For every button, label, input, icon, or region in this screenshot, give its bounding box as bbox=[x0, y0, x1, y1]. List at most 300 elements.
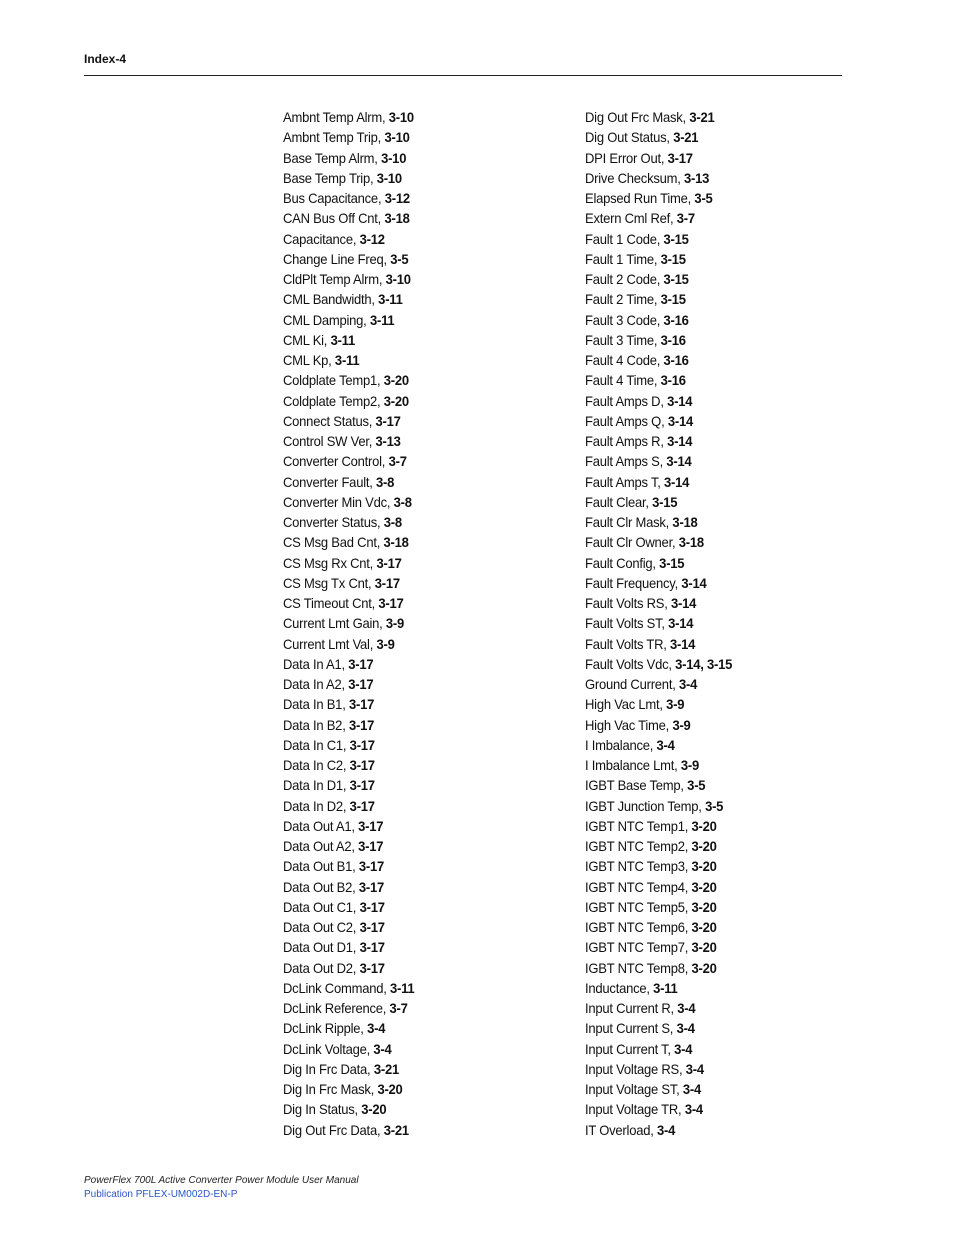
index-page-ref: 3-17 bbox=[348, 655, 374, 672]
index-entry bbox=[283, 937, 562, 957]
index-entry bbox=[283, 148, 562, 168]
index-term: Fault 3 Code, bbox=[585, 311, 664, 328]
index-page-ref: 3-10 bbox=[381, 149, 407, 166]
index-entry bbox=[585, 229, 864, 249]
index-page-ref: 3-14 bbox=[670, 635, 696, 652]
index-column-left bbox=[283, 107, 583, 1140]
index-term: Data In D1, bbox=[283, 777, 350, 794]
footer-publication-link[interactable]: Publication PFLEX-UM002D-EN-P bbox=[84, 1189, 238, 1200]
index-entry bbox=[283, 350, 562, 370]
index-page-ref: 3-20 bbox=[383, 392, 409, 409]
index-entry bbox=[585, 937, 864, 957]
index-term: DcLink Command, bbox=[283, 979, 390, 996]
index-page-ref: 3-4 bbox=[682, 1081, 702, 1097]
index-entry bbox=[585, 391, 864, 411]
index-term: Fault Amps Q, bbox=[585, 412, 668, 429]
index-entry bbox=[585, 1059, 864, 1079]
index-term: Data In A2, bbox=[283, 676, 349, 692]
index-term: Data Out C2, bbox=[283, 919, 360, 935]
index-entry bbox=[283, 775, 562, 795]
index-page-ref: 3-18 bbox=[384, 210, 410, 227]
index-entry bbox=[283, 1039, 562, 1059]
index-page-ref: 3-20 bbox=[361, 1101, 387, 1118]
index-term: IGBT NTC Temp3, bbox=[585, 858, 692, 875]
index-term: Input Current R, bbox=[585, 1000, 678, 1016]
index-page-ref: 3-9 bbox=[385, 615, 405, 632]
index-term: Dig In Status, bbox=[283, 1101, 362, 1118]
index-term: Converter Status, bbox=[283, 514, 384, 530]
index-page-ref: 3-17 bbox=[349, 757, 375, 773]
index-term: CS Msg Tx Cnt, bbox=[283, 574, 375, 591]
index-term: Base Temp Alrm, bbox=[283, 149, 382, 166]
index-term: CML Bandwidth, bbox=[283, 291, 379, 308]
index-page-ref: 3-16 bbox=[660, 372, 686, 389]
index-page-ref: 3-20 bbox=[691, 919, 717, 935]
index-entry bbox=[585, 775, 864, 795]
index-term: DcLink Voltage, bbox=[283, 1040, 374, 1057]
index-page-ref: 3-20 bbox=[691, 858, 717, 875]
index-term: Fault 4 Code, bbox=[585, 352, 664, 368]
index-page-ref: 3-17 bbox=[359, 919, 385, 935]
index-entry bbox=[585, 654, 864, 674]
index-term: Dig Out Frc Data, bbox=[283, 1121, 384, 1138]
index-term: IGBT NTC Temp2, bbox=[585, 838, 692, 854]
index-entry bbox=[283, 856, 562, 876]
index-entry bbox=[585, 1079, 864, 1099]
index-term: I Imbalance, bbox=[585, 736, 657, 753]
index-term: Fault Volts RS, bbox=[585, 595, 672, 611]
index-page-ref: 3-11 bbox=[389, 979, 415, 996]
index-term: DPI Error Out, bbox=[585, 149, 668, 166]
index-entry bbox=[585, 897, 864, 917]
index-entry bbox=[585, 553, 864, 573]
index-entry bbox=[283, 411, 562, 431]
index-entry bbox=[585, 512, 864, 532]
index-page-ref: 3-11 bbox=[330, 331, 355, 348]
index-page-ref: 3-20 bbox=[377, 1081, 403, 1097]
page-header-label: Index-4 bbox=[84, 52, 127, 66]
index-term: CS Msg Bad Cnt, bbox=[283, 534, 384, 551]
index-entry bbox=[283, 472, 562, 492]
index-page-ref: 3-9 bbox=[680, 757, 700, 773]
index-page-ref: 3-17 bbox=[359, 898, 385, 915]
index-page-ref: 3-17 bbox=[358, 878, 385, 895]
index-entry bbox=[283, 229, 562, 249]
index-term: Input Current T, bbox=[585, 1040, 675, 1057]
index-entry bbox=[585, 593, 864, 613]
index-term: Fault Clr Mask, bbox=[585, 514, 673, 530]
index-term: Coldplate Temp1, bbox=[283, 372, 384, 389]
index-page-ref: 3-12 bbox=[359, 230, 385, 247]
index-entry bbox=[283, 310, 562, 330]
index-term: Input Voltage ST, bbox=[585, 1081, 683, 1097]
index-entry bbox=[283, 755, 562, 775]
index-page-ref: 3-11 bbox=[378, 291, 403, 308]
index-page-ref: 3-15 bbox=[652, 493, 678, 510]
index-page-ref: 3-10 bbox=[376, 169, 402, 186]
index-page-ref: 3-16 bbox=[660, 331, 686, 348]
index-term: Fault Config, bbox=[585, 554, 660, 571]
index-term: Input Current S, bbox=[585, 1020, 677, 1037]
index-entry bbox=[283, 796, 562, 816]
index-entry bbox=[283, 958, 562, 978]
index-page-ref: 3-5 bbox=[687, 777, 706, 794]
index-page-ref: 3-5 bbox=[390, 250, 409, 267]
index-page-ref: 3-17 bbox=[667, 149, 693, 166]
index-term: CS Msg Rx Cnt, bbox=[283, 554, 377, 571]
index-entry bbox=[585, 856, 864, 876]
index-entry bbox=[585, 694, 864, 714]
index-term: Converter Control, bbox=[283, 453, 389, 470]
index-term: Control SW Ver, bbox=[283, 433, 376, 449]
index-term: Fault Volts Vdc, bbox=[585, 655, 676, 672]
index-entry bbox=[585, 451, 864, 471]
index-term: Fault Clear, bbox=[585, 493, 653, 510]
index-term: Fault Amps T, bbox=[585, 473, 665, 490]
index-page-ref: 3-17 bbox=[349, 736, 375, 753]
index-page-ref: 3-21 bbox=[373, 1060, 399, 1077]
index-entry bbox=[585, 573, 864, 593]
index-entry bbox=[585, 998, 864, 1018]
index-term: Dig Out Status, bbox=[585, 129, 674, 146]
index-page-ref: 3-14 bbox=[664, 473, 690, 490]
index-entry bbox=[585, 796, 864, 816]
index-entry bbox=[585, 674, 864, 694]
index-entry bbox=[283, 168, 562, 188]
index-entry bbox=[585, 836, 864, 856]
index-term: Current Lmt Gain, bbox=[283, 615, 386, 632]
index-page-ref: 3-4 bbox=[684, 1101, 703, 1118]
index-entry bbox=[283, 431, 562, 451]
index-term: Dig In Frc Mask, bbox=[283, 1081, 378, 1097]
index-entry bbox=[585, 472, 864, 492]
index-page-ref: 3-4 bbox=[367, 1020, 386, 1037]
index-entry bbox=[585, 958, 864, 978]
index-term: Data Out D1, bbox=[283, 939, 360, 956]
index-entry bbox=[283, 694, 562, 714]
index-entry bbox=[283, 127, 562, 147]
index-term: Fault 2 Time, bbox=[585, 291, 661, 308]
index-page-ref: 3-20 bbox=[691, 898, 717, 915]
index-page-ref: 3-17 bbox=[378, 595, 404, 611]
index-page-ref: 3-4 bbox=[674, 1040, 693, 1057]
index-entry bbox=[585, 613, 864, 633]
index-term: Data Out B1, bbox=[283, 858, 359, 875]
index-page-ref: 3-21 bbox=[689, 109, 715, 125]
index-entry bbox=[585, 735, 864, 755]
index-page-ref: 3-18 bbox=[672, 514, 698, 530]
index-page-ref: 3-15 bbox=[663, 271, 689, 287]
index-page-ref: 3-7 bbox=[676, 210, 695, 227]
index-page-ref: 3-16 bbox=[663, 311, 689, 328]
index-term: CldPlt Temp Alrm, bbox=[283, 271, 386, 287]
index-page-ref: 3-5 bbox=[705, 797, 724, 814]
index-term: IGBT NTC Temp4, bbox=[585, 878, 692, 895]
index-page-ref: 3-11 bbox=[334, 352, 360, 368]
index-term: Fault Amps D, bbox=[585, 392, 668, 409]
index-term: Ambnt Temp Trip, bbox=[283, 129, 385, 146]
index-term: Converter Min Vdc, bbox=[283, 493, 394, 510]
index-entry bbox=[585, 310, 864, 330]
index-page-ref: 3-17 bbox=[358, 817, 384, 834]
index-entry bbox=[585, 1039, 864, 1059]
index-page-ref: 3-14, 3-15 bbox=[675, 655, 733, 672]
index-term: Fault Amps S, bbox=[585, 453, 667, 470]
index-term: CAN Bus Off Cnt, bbox=[283, 210, 385, 227]
index-page-ref: 3-13 bbox=[375, 433, 401, 449]
index-entry bbox=[283, 1079, 562, 1099]
index-entry bbox=[585, 289, 864, 309]
index-entry bbox=[585, 1099, 864, 1119]
index-entry bbox=[283, 532, 562, 552]
index-entry bbox=[283, 715, 562, 735]
index-term: Fault Frequency, bbox=[585, 574, 682, 591]
index-entry bbox=[585, 634, 864, 654]
index-entry bbox=[585, 168, 864, 188]
index-entry bbox=[585, 127, 864, 147]
index-page-ref: 3-17 bbox=[358, 838, 384, 854]
index-term: DcLink Ripple, bbox=[283, 1020, 368, 1037]
index-entry bbox=[283, 816, 562, 836]
index-entry bbox=[283, 269, 562, 289]
index-entry bbox=[283, 917, 562, 937]
index-entry bbox=[283, 330, 562, 350]
index-term: Input Voltage TR, bbox=[585, 1101, 685, 1118]
index-entry bbox=[585, 1018, 864, 1038]
index-entry bbox=[283, 613, 562, 633]
index-term: Base Temp Trip, bbox=[283, 169, 377, 186]
index-entry bbox=[283, 573, 562, 593]
index-column-right bbox=[585, 107, 885, 1140]
index-term: Fault Clr Owner, bbox=[585, 534, 679, 551]
index-page-ref: 3-11 bbox=[653, 979, 678, 996]
index-term: High Vac Lmt, bbox=[585, 696, 667, 713]
index-page-ref: 3-20 bbox=[691, 939, 717, 956]
index-entry bbox=[585, 188, 864, 208]
index-page-ref: 3-17 bbox=[359, 959, 385, 976]
index-entry bbox=[585, 816, 864, 836]
index-page-ref: 3-8 bbox=[383, 514, 402, 530]
index-term: Elapsed Run Time, bbox=[585, 190, 695, 206]
index-term: Fault 3 Time, bbox=[585, 331, 661, 348]
index-entry bbox=[585, 917, 864, 937]
index-entry bbox=[585, 370, 864, 390]
index-page-ref: 3-21 bbox=[383, 1121, 409, 1138]
index-page-ref: 3-7 bbox=[389, 1000, 408, 1016]
index-term: Data Out A1, bbox=[283, 817, 359, 834]
index-term: IGBT NTC Temp6, bbox=[585, 919, 692, 935]
index-term: Data In A1, bbox=[283, 655, 349, 672]
index-page-ref: 3-17 bbox=[349, 797, 375, 814]
index-term: IGBT NTC Temp1, bbox=[585, 817, 692, 834]
index-term: Fault 1 Time, bbox=[585, 250, 661, 267]
index-entry bbox=[283, 836, 562, 856]
index-term: CML Damping, bbox=[283, 311, 370, 328]
index-term: IGBT NTC Temp7, bbox=[585, 939, 692, 956]
index-term: Fault Volts ST, bbox=[585, 615, 669, 632]
index-page-ref: 3-20 bbox=[691, 838, 717, 854]
index-entry bbox=[283, 188, 562, 208]
index-entry bbox=[283, 978, 562, 998]
index-page-ref: 3-4 bbox=[373, 1040, 392, 1057]
index-term: Ambnt Temp Alrm, bbox=[283, 109, 389, 125]
index-entry bbox=[283, 1018, 562, 1038]
index-entry bbox=[283, 897, 562, 917]
index-page-ref: 3-17 bbox=[348, 716, 375, 733]
index-page-ref: 3-10 bbox=[384, 129, 410, 146]
index-page-ref: 3-20 bbox=[383, 372, 409, 389]
index-page-ref: 3-15 bbox=[659, 554, 685, 571]
index-page-ref: 3-4 bbox=[656, 736, 675, 753]
index-page-ref: 3-4 bbox=[678, 676, 698, 692]
index-term: Capacitance, bbox=[283, 230, 360, 247]
index-page-ref: 3-9 bbox=[666, 696, 685, 713]
index-page-ref: 3-11 bbox=[369, 311, 395, 328]
index-page-ref: 3-20 bbox=[691, 817, 717, 834]
index-page-ref: 3-17 bbox=[374, 574, 400, 591]
index-term: Change Line Freq, bbox=[283, 250, 391, 267]
index-page-ref: 3-16 bbox=[663, 352, 689, 368]
index-term: Current Lmt Val, bbox=[283, 635, 377, 652]
index-page-ref: 3-14 bbox=[667, 412, 693, 429]
index-page-ref: 3-9 bbox=[672, 716, 691, 733]
index-term: IGBT Base Temp, bbox=[585, 777, 688, 794]
index-term: Bus Capacitance, bbox=[283, 190, 385, 206]
index-page-ref: 3-14 bbox=[667, 392, 693, 409]
index-page-ref: 3-17 bbox=[376, 554, 402, 571]
index-term: CML Kp, bbox=[283, 352, 335, 368]
index-term: Extern Cml Ref, bbox=[585, 210, 677, 227]
index-page-ref: 3-4 bbox=[685, 1060, 704, 1077]
index-page-ref: 3-17 bbox=[359, 939, 385, 956]
index-page-ref: 3-21 bbox=[673, 129, 699, 146]
index-entry bbox=[585, 350, 864, 370]
index-entry bbox=[283, 553, 562, 573]
index-entry bbox=[283, 654, 562, 674]
index-entry bbox=[585, 492, 864, 512]
index-term: Fault 1 Code, bbox=[585, 230, 664, 247]
index-term: IGBT NTC Temp5, bbox=[585, 898, 692, 915]
index-page-ref: 3-17 bbox=[375, 412, 401, 429]
index-entry bbox=[585, 532, 864, 552]
index-entry bbox=[283, 451, 562, 471]
index-entry bbox=[585, 107, 864, 127]
index-entry bbox=[585, 330, 864, 350]
index-term: Fault 2 Code, bbox=[585, 271, 664, 287]
index-entry bbox=[585, 411, 864, 431]
index-page-ref: 3-12 bbox=[384, 190, 410, 206]
index-entry bbox=[283, 289, 562, 309]
index-term: Data In C1, bbox=[283, 736, 350, 753]
index-entry bbox=[283, 391, 562, 411]
index-page-ref: 3-14 bbox=[666, 453, 692, 470]
index-page-ref: 3-15 bbox=[660, 291, 686, 308]
index-term: Input Voltage RS, bbox=[585, 1060, 686, 1077]
index-page-ref: 3-4 bbox=[677, 1000, 696, 1016]
index-entry bbox=[585, 148, 864, 168]
index-entry bbox=[283, 998, 562, 1018]
index-term: Converter Fault, bbox=[283, 473, 377, 490]
index-page-ref: 3-14 bbox=[668, 615, 694, 632]
index-term: IT Overload, bbox=[585, 1121, 658, 1138]
index-entry bbox=[283, 208, 562, 228]
index-term: Connect Status, bbox=[283, 412, 376, 429]
index-term: Data In B2, bbox=[283, 716, 349, 733]
index-entry bbox=[283, 634, 562, 654]
index-page-ref: 3-17 bbox=[348, 696, 375, 713]
index-entry bbox=[283, 492, 562, 512]
index-entry bbox=[283, 735, 562, 755]
index-term: Fault Volts TR, bbox=[585, 635, 671, 652]
index-term: Data In D2, bbox=[283, 797, 350, 814]
index-page-ref: 3-20 bbox=[691, 878, 717, 895]
index-page-ref: 3-17 bbox=[349, 777, 375, 794]
index-entry bbox=[283, 249, 562, 269]
index-entry bbox=[585, 877, 864, 897]
index-term: DcLink Reference, bbox=[283, 1000, 390, 1016]
index-term: Dig In Frc Data, bbox=[283, 1060, 374, 1077]
index-page-ref: 3-18 bbox=[678, 534, 704, 551]
index-page-ref: 3-17 bbox=[348, 676, 374, 692]
index-entry bbox=[283, 1120, 562, 1140]
index-term: Data In B1, bbox=[283, 696, 349, 713]
index-term: Data Out C1, bbox=[283, 898, 360, 915]
index-term: Fault Amps R, bbox=[585, 433, 668, 449]
index-entry bbox=[283, 877, 562, 897]
index-term: Coldplate Temp2, bbox=[283, 392, 384, 409]
index-page-ref: 3-10 bbox=[385, 271, 411, 287]
index-entry bbox=[283, 593, 562, 613]
index-term: High Vac Time, bbox=[585, 716, 673, 733]
index-page-ref: 3-7 bbox=[388, 453, 407, 470]
index-entry bbox=[585, 431, 864, 451]
header-divider bbox=[84, 75, 842, 76]
index-term: CML Ki, bbox=[283, 331, 331, 348]
index-term: Ground Current, bbox=[585, 676, 679, 692]
index-page-ref: 3-14 bbox=[667, 433, 693, 449]
index-term: I Imbalance Lmt, bbox=[585, 757, 681, 773]
index-page-ref: 3-10 bbox=[388, 109, 414, 125]
index-page-ref: 3-4 bbox=[657, 1121, 676, 1138]
index-page-ref: 3-4 bbox=[676, 1020, 695, 1037]
index-term: Data In C2, bbox=[283, 757, 350, 773]
index-term: Drive Checksum, bbox=[585, 169, 685, 186]
index-term: Inductance, bbox=[585, 979, 654, 996]
index-term: Data Out D2, bbox=[283, 959, 360, 976]
index-page-ref: 3-17 bbox=[358, 858, 385, 875]
index-term: Data Out A2, bbox=[283, 838, 359, 854]
index-page-ref: 3-8 bbox=[393, 493, 412, 510]
index-entry bbox=[283, 512, 562, 532]
index-term: IGBT NTC Temp8, bbox=[585, 959, 692, 976]
index-term: Dig Out Frc Mask, bbox=[585, 109, 690, 125]
index-term: IGBT Junction Temp, bbox=[585, 797, 706, 814]
index-page-ref: 3-14 bbox=[681, 574, 707, 591]
index-page-ref: 3-5 bbox=[694, 190, 713, 206]
index-entry bbox=[585, 715, 864, 735]
index-page-ref: 3-9 bbox=[376, 635, 395, 652]
index-term: Data Out B2, bbox=[283, 878, 359, 895]
index-page-ref: 3-20 bbox=[691, 959, 717, 976]
index-page-ref: 3-15 bbox=[660, 250, 686, 267]
index-entry bbox=[585, 978, 864, 998]
index-entry bbox=[283, 1059, 562, 1079]
index-page-ref: 3-18 bbox=[383, 534, 409, 551]
index-term: CS Timeout Cnt, bbox=[283, 595, 379, 611]
index-entry bbox=[585, 269, 864, 289]
index-entry bbox=[283, 107, 562, 127]
index-entry bbox=[585, 755, 864, 775]
